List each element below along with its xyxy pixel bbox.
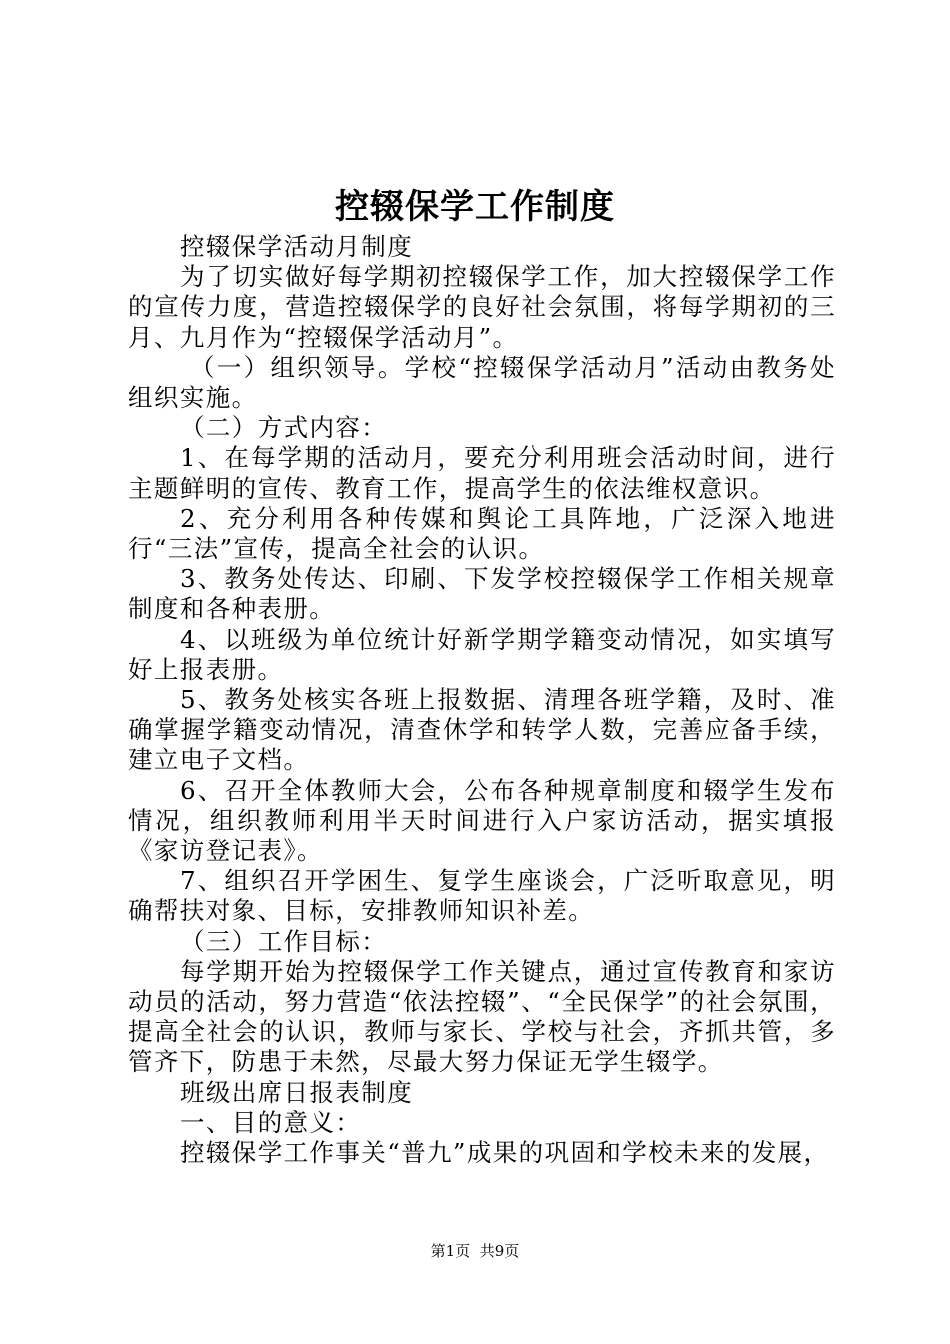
document-body — [128, 232, 836, 1168]
list-item: 3、教务处传达、印刷、下发学校控辍保学工作相关规章制度和各种表册。 — [128, 564, 836, 624]
list-item: 4、以班级为单位统计好新学期学籍变动情况，如实填写好上报表册。 — [128, 624, 836, 684]
list-item: 6、召开全体教师大会，公布各种规章制度和辍学生发布情况，组织教师利用半天时间进行入户家访活动，据实填报《家访登记表》。 — [128, 775, 836, 866]
list-item: 1、在每学期的活动月，要充分利用班会活动时间，进行主题鲜明的宣传、教育工作，提高学生的依法维权意识。 — [128, 443, 836, 503]
page-number: 第1页 — [430, 1242, 471, 1260]
list-item: 2、充分利用各种传媒和舆论工具阵地，广泛深入地进行“三法”宣传，提高全社会的认识。 — [128, 503, 836, 564]
paragraph: 控辍保学工作事关“普九”成果的巩固和学校未来的发展， — [180, 1138, 830, 1168]
section-heading: 班级出席日报表制度 — [180, 1077, 414, 1107]
list-item: 5、教务处核实各班上报数据、清理各班学籍，及时、准确掌握学籍变动情况，清查休学和转学人数，完善应备手续，建立电子文档。 — [128, 685, 836, 775]
paragraph: （一）组织领导。学校“控辍保学活动月”活动由教务处组织实施。 — [128, 352, 836, 413]
paragraph: 每学期开始为控辍保学工作关键点，通过宣传教育和家访动员的活动，努力营造“依法控辍”、“全民保学”的社会氛围，提高全社会的认识，教师与家长、学校与社会，齐抓共管，多管齐下，防患于未然，尽最大努力保证无学生辍学。 — [128, 956, 836, 1077]
paragraph: 为了切实做好每学期初控辍保学工作，加大控辍保学工作的宣传力度，营造控辍保学的良好社会氛围，将每学期初的三月、九月作为“控辍保学活动月”。 — [128, 262, 836, 352]
section-heading: 一、目的意义： — [180, 1107, 362, 1137]
section-heading: 控辍保学活动月制度 — [180, 232, 414, 261]
paragraph: （二）方式内容： — [180, 413, 388, 443]
list-item: 7、组织召开学困生、复学生座谈会，广泛听取意见，明确帮扶对象、目标，安排教师知识补差。 — [128, 866, 836, 926]
page-footer — [0, 1240, 950, 1262]
paragraph: （三）工作目标： — [180, 926, 388, 956]
document-title: 控辍保学工作制度 — [335, 187, 615, 227]
page-total: 共9页 — [479, 1242, 520, 1260]
